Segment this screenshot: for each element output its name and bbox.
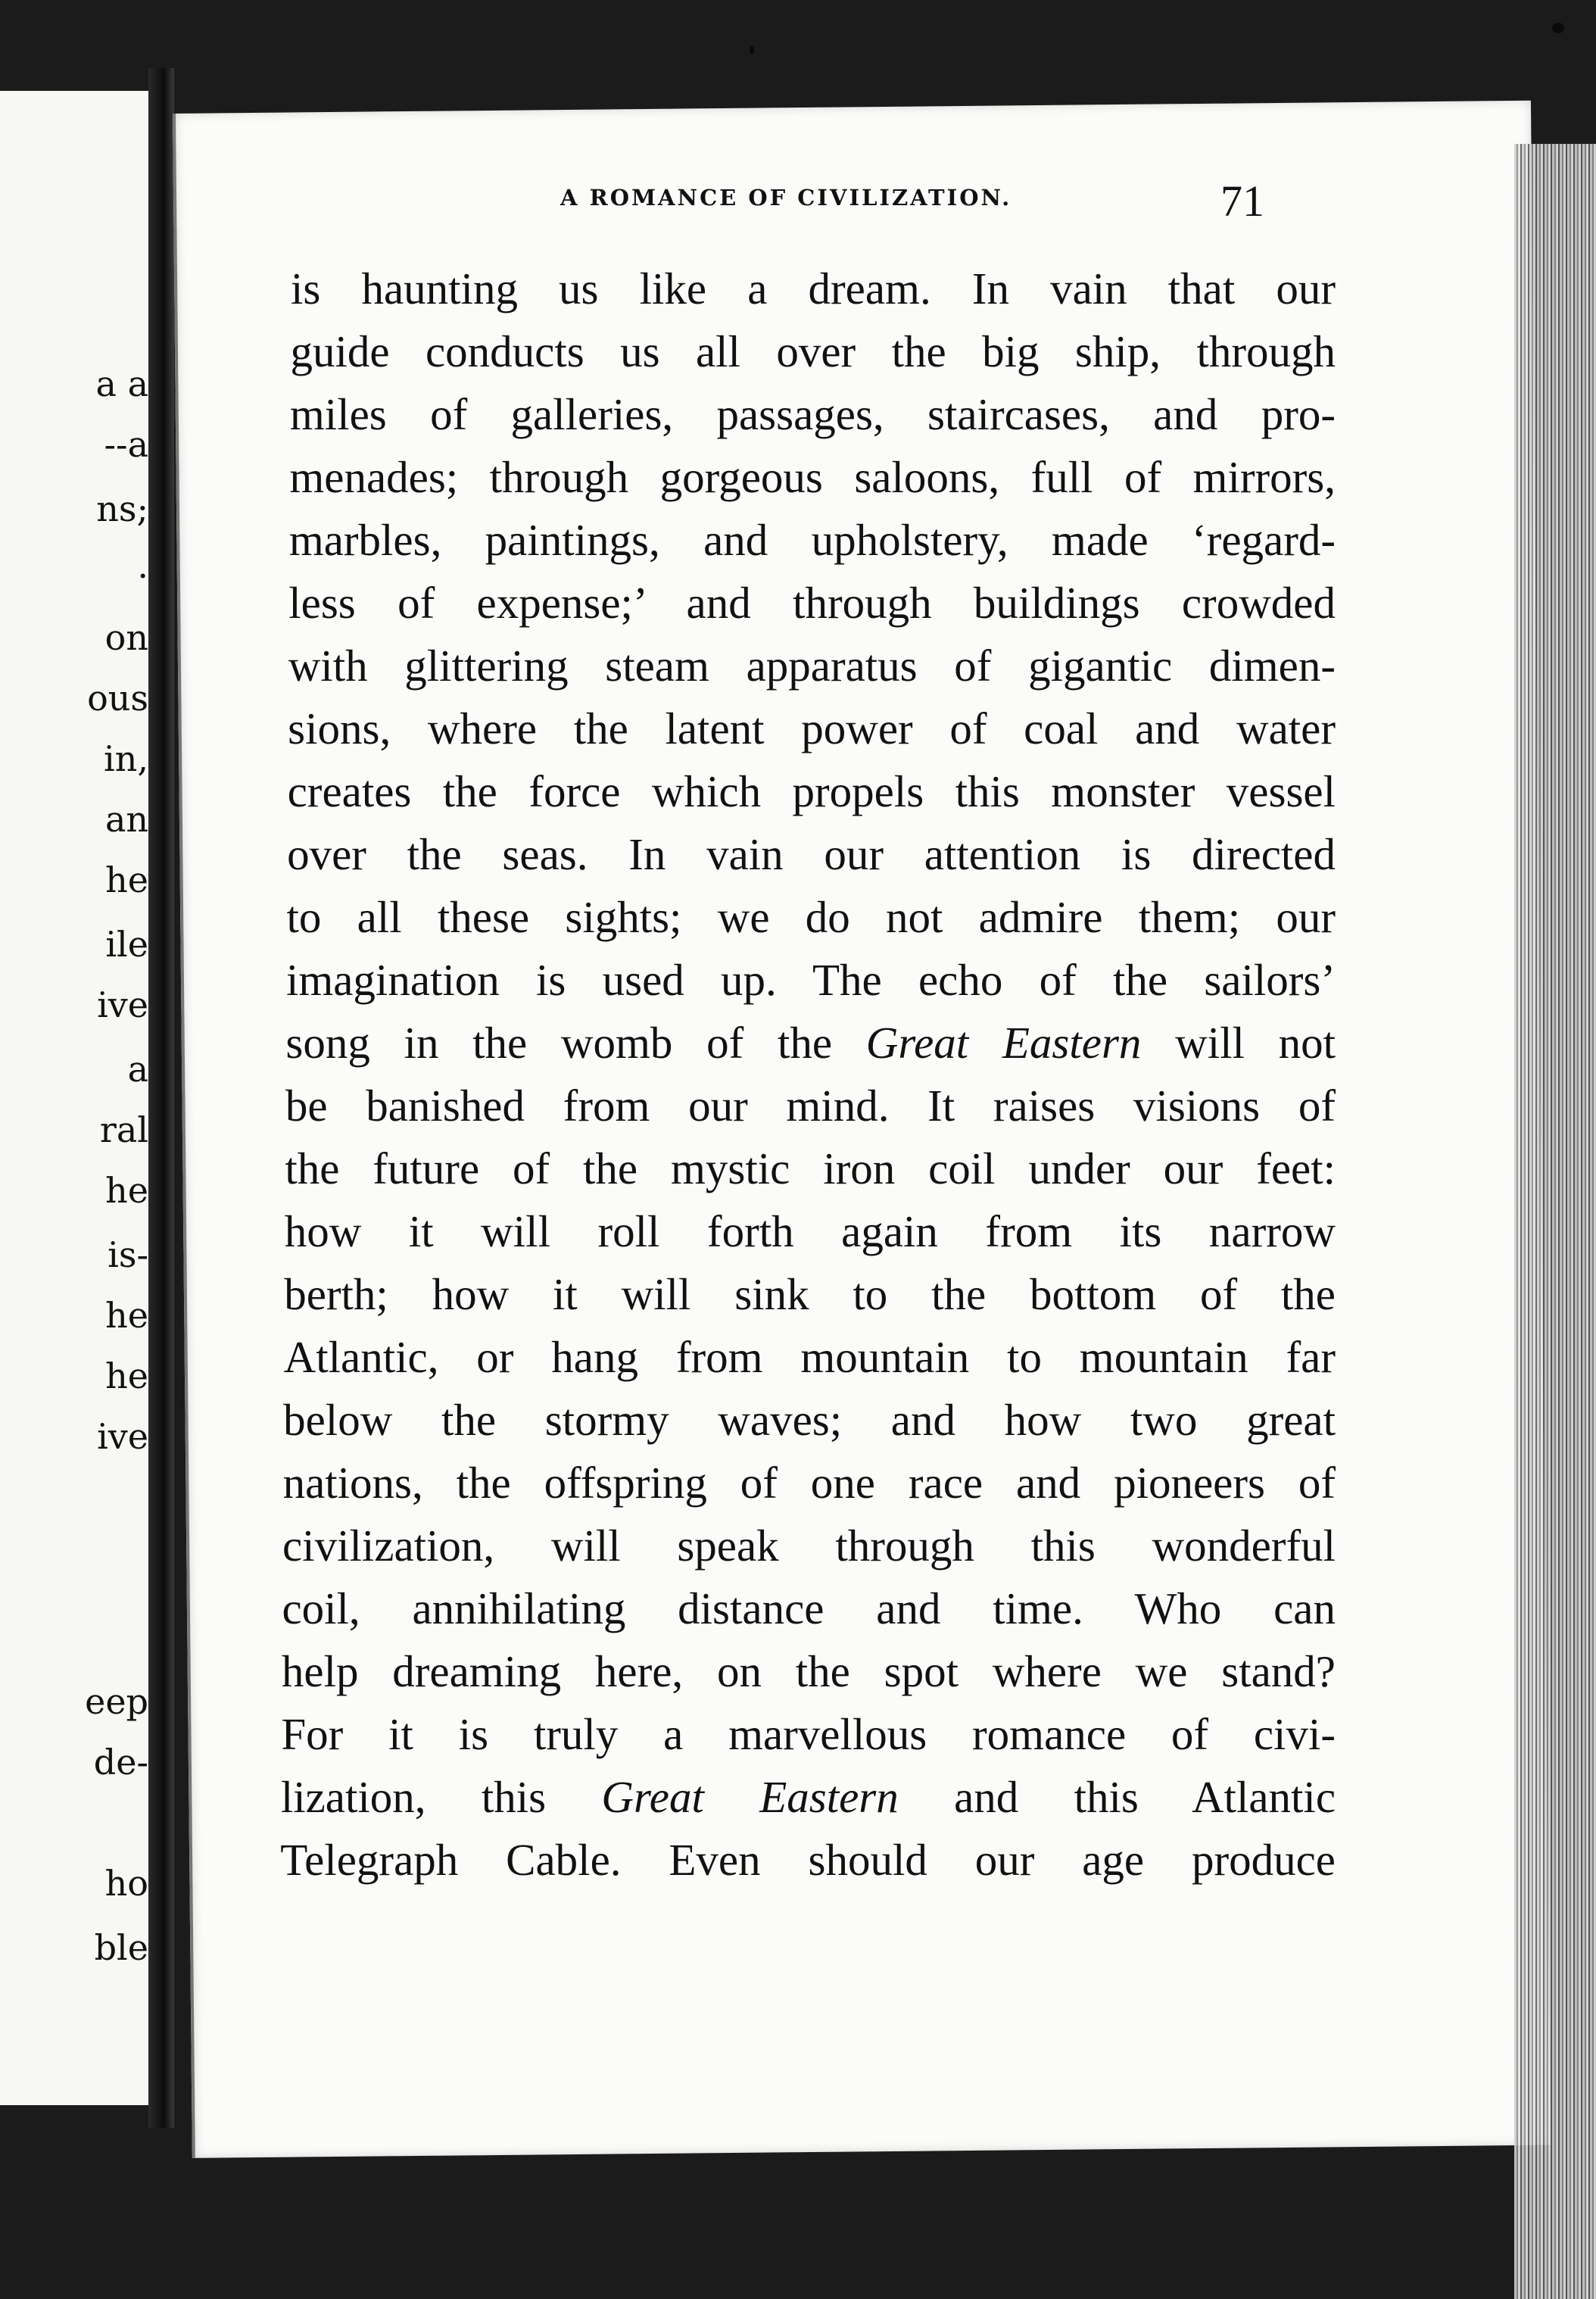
- left-page-fragment: he: [105, 1355, 148, 1396]
- text-line: song in the womb of the Great Eastern will not: [285, 1018, 1336, 1068]
- text-line: Telegraph Cable. Even should our age produce: [280, 1835, 1336, 1885]
- left-page-fragment: a: [127, 1049, 148, 1090]
- text-line: menades; through gorgeous saloons, full of mirrors,: [289, 452, 1336, 502]
- page-number: 71: [1220, 176, 1264, 226]
- left-page-fragment: ns;: [96, 488, 148, 529]
- text-line: help dreaming here, on the spot where we stand?: [281, 1646, 1336, 1696]
- left-page-fragment: on: [104, 617, 148, 658]
- left-page-fragment: ral: [99, 1109, 148, 1150]
- left-page-fragment: .: [137, 545, 148, 586]
- text-line: For it is truly a marvellous romance of civi-: [281, 1709, 1336, 1759]
- text-line: marbles, paintings, and upholstery, made ‘regard-: [288, 515, 1336, 565]
- body-text: [280, 257, 1336, 1892]
- book-gutter: [148, 68, 174, 2128]
- text-line: the future of the mystic iron coil under our feet:: [285, 1143, 1336, 1193]
- ship-name: Great Eastern: [601, 1772, 899, 1822]
- text-line: is haunting us like a dream. In vain that our: [291, 264, 1336, 314]
- text-line: berth; how it will sink to the bottom of the: [284, 1269, 1336, 1319]
- text-line: lization, this Great Eastern and this Atlantic: [280, 1772, 1336, 1822]
- left-page-fragment: --a: [104, 424, 148, 465]
- text-line: below the stormy waves; and how two great: [283, 1395, 1336, 1445]
- ship-name: Great Eastern: [865, 1018, 1142, 1068]
- text-line: sions, where the latent power of coal and water: [288, 703, 1336, 753]
- text-line: be banished from our mind. It raises visions of: [285, 1081, 1336, 1131]
- text-line: coil, annihilating distance and time. Who can: [282, 1583, 1336, 1633]
- text-line: to all these sights; we do not admire them; our: [286, 892, 1336, 942]
- page-edges: [1514, 144, 1596, 2299]
- text-line: guide conducts us all over the big ship, through: [290, 326, 1336, 376]
- text-line: imagination is used up. The echo of the sailors’: [285, 955, 1336, 1005]
- left-page-fragment: ile: [105, 924, 148, 965]
- text-line: over the seas. In vain our attention is directed: [287, 829, 1336, 879]
- running-head: [371, 176, 1264, 226]
- left-page-fragment: ive: [97, 1416, 148, 1457]
- left-page-fragment: in,: [104, 738, 148, 779]
- text-line: miles of galleries, passages, staircases, and pro-: [289, 389, 1336, 439]
- text-line: creates the force which propels this monster vessel: [287, 766, 1336, 816]
- text-line: with glittering steam apparatus of gigantic dimen-: [288, 641, 1336, 691]
- text-line: nations, the offspring of one race and pioneers of: [282, 1458, 1336, 1508]
- left-page-fragment: ous: [87, 678, 148, 719]
- running-title: A ROMANCE OF CIVILIZATION.: [560, 185, 1012, 211]
- left-page-fragment: a a: [95, 363, 148, 404]
- scan-speck: [750, 45, 754, 55]
- left-page-fragment: de-: [93, 1742, 148, 1783]
- left-page-fragment: he: [105, 1295, 148, 1336]
- left-page-fragment: he: [105, 859, 148, 900]
- scan-speck: [1552, 23, 1564, 33]
- left-page-fragment: eep: [85, 1681, 148, 1722]
- left-page-fragment: he: [105, 1170, 148, 1211]
- left-page-fragment: ho: [104, 1863, 148, 1904]
- text-line: Atlantic, or hang from mountain to mountain far: [283, 1332, 1336, 1382]
- left-page-fragment: is-: [108, 1234, 148, 1275]
- text-line: how it will roll forth again from its narrow: [284, 1206, 1336, 1256]
- text-line: less of expense;’ and through buildings crowded: [288, 578, 1336, 628]
- text-line: civilization, will speak through this wonderful: [282, 1521, 1336, 1571]
- left-page-fragment: ive: [97, 984, 148, 1025]
- left-page-fragment: an: [104, 799, 148, 840]
- left-facing-page: [0, 91, 148, 2105]
- left-page-fragment: ble: [94, 1927, 148, 1968]
